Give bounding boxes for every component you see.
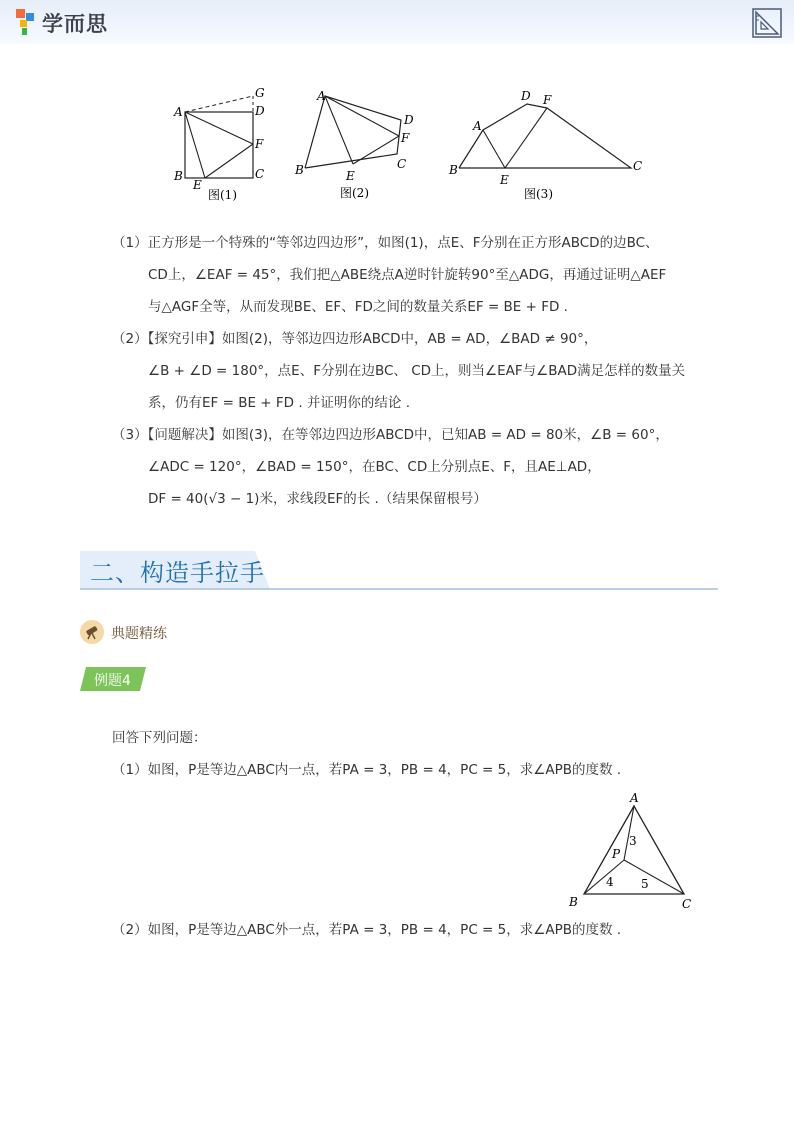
fig2-label-F: F	[401, 131, 410, 145]
fig4-label-C: C	[682, 897, 692, 911]
fig1-caption: 图(1)	[208, 188, 237, 202]
q3-line3: DF = 40(√3 − 1)米，求线段EF的长 .（结果保留根号）	[148, 491, 487, 507]
fig3-caption: 图(3)	[524, 187, 553, 201]
fig2-label-A: A	[317, 89, 326, 103]
example-q2: （2）如图，P是等边△ABC外一点，若PA = 3，PB = 4，PC = 5，求∠APB的度数 .	[112, 922, 622, 938]
q2-line3: 系，仍有EF = BE + FD . 并证明你的结论 .	[148, 395, 410, 411]
q3-line2: ∠ADC = 120°，∠BAD = 150°，在BC、CD上分别点E、F，且AE⊥AD，	[148, 459, 601, 475]
fig1-label-A: A	[174, 105, 183, 119]
fig4-label-4: 4	[606, 875, 614, 889]
fig2-label-B: B	[295, 163, 304, 177]
section-title	[80, 551, 270, 589]
figure-2	[293, 84, 423, 204]
telescope-icon	[80, 620, 104, 644]
fig1-label-D: D	[255, 104, 265, 118]
fig3-label-C: C	[633, 159, 643, 173]
fig2-label-D: D	[404, 113, 414, 127]
logo-text: 学而思	[42, 12, 108, 36]
figure-4	[564, 788, 700, 914]
fig4-label-P: P	[612, 847, 621, 861]
fig1-label-G: G	[255, 86, 265, 100]
fig1-label-F: F	[255, 137, 264, 151]
fig1-label-E: E	[193, 178, 202, 192]
xueersi-logo-icon	[16, 9, 38, 35]
fig4-label-A: A	[630, 791, 639, 805]
fig1-label-B: B	[174, 169, 183, 183]
q1-line1: （1）正方形是一个特殊的“等邻边四边形”，如图(1)，点E、F分别在正方形ABCD的边BC、	[112, 235, 659, 251]
q3-line1: （3）【问题解决】如图(3)，在等邻边四边形ABCD中，已知AB = AD = 80米，∠B = 60°，	[112, 427, 669, 443]
q1-line2: CD上，∠EAF = 45°，我们把△ABE绕点A逆时针旋转90°至△ADG，再通过证明△AEF	[148, 267, 667, 283]
fig4-label-3: 3	[629, 834, 637, 848]
fig1-label-C: C	[255, 167, 265, 181]
ruler-triangle-icon	[752, 8, 782, 38]
q2-line2: ∠B + ∠D = 180°，点E、F分别在边BC、 CD上，则当∠EAF与∠BAD满足怎样的数量关	[148, 363, 686, 379]
section-title-text: 二、构造手拉手	[90, 559, 265, 587]
fig4-label-B: B	[569, 895, 578, 909]
fig3-label-B: B	[449, 163, 458, 177]
figure-3	[447, 84, 647, 204]
q1-line3: 与△AGF全等，从而发现BE、EF、FD之间的数量关系EF = BE + FD .	[148, 299, 568, 315]
page-header	[0, 0, 794, 44]
fig3-label-F: F	[543, 93, 552, 107]
figure-1	[168, 84, 278, 204]
subheading-text: 典题精练	[111, 626, 167, 642]
fig2-label-C: C	[397, 157, 407, 171]
section-divider	[80, 588, 718, 590]
example-q1: （1）如图，P是等边△ABC内一点，若PA = 3，PB = 4，PC = 5，求∠APB的度数 .	[112, 762, 622, 778]
example-intro: 回答下列问题：	[112, 730, 207, 746]
fig2-caption: 图(2)	[340, 186, 369, 200]
fig3-label-A: A	[473, 119, 482, 133]
q2-line1: （2）【探究引申】如图(2)，等邻边四边形ABCD中，AB = AD，∠BAD ≠ 90°，	[112, 331, 598, 347]
fig4-label-5: 5	[641, 877, 649, 891]
fig3-label-E: E	[500, 173, 509, 187]
example-badge	[80, 667, 146, 691]
example-badge-text: 例题4	[94, 673, 131, 689]
fig2-label-E: E	[346, 169, 355, 183]
fig3-label-D: D	[521, 89, 531, 103]
